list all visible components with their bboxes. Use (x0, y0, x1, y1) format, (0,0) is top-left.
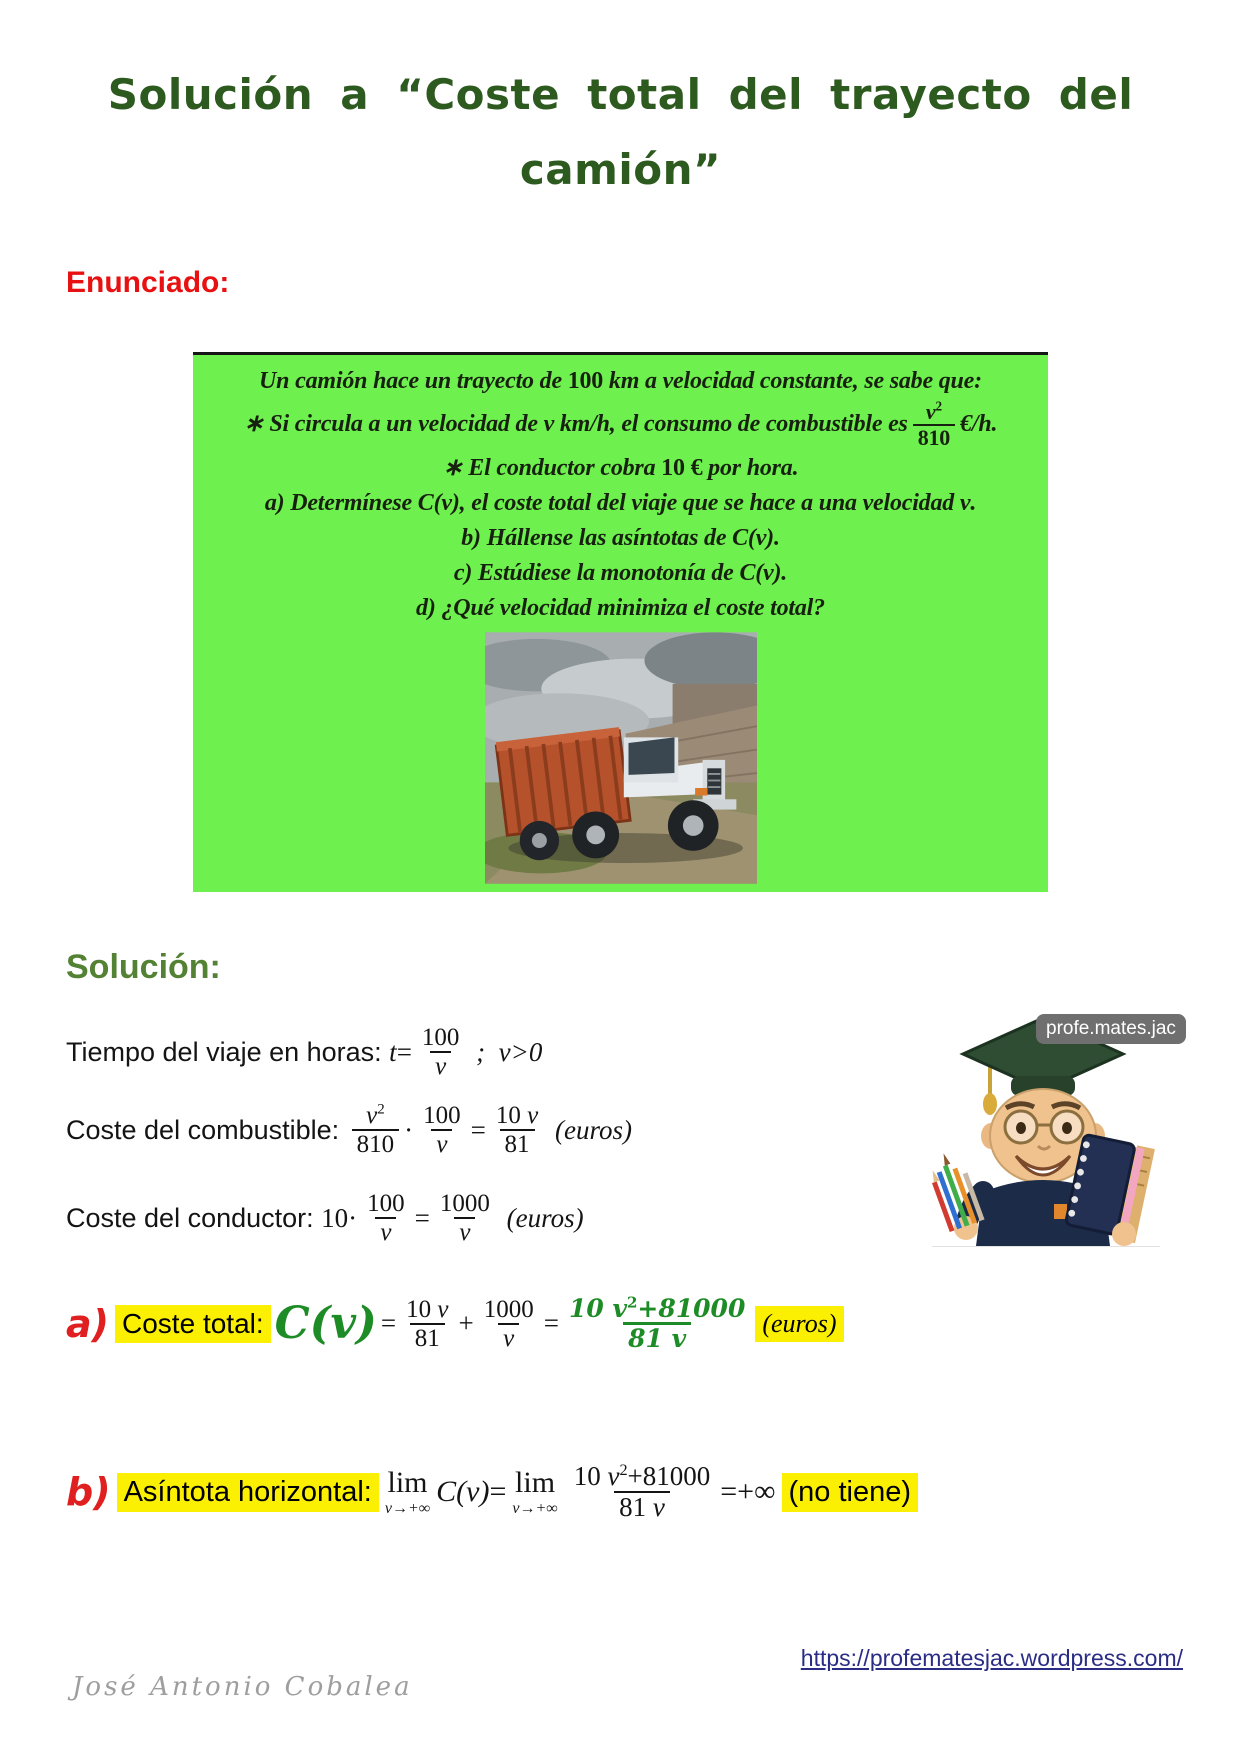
fraction-denominator: 810 (913, 424, 955, 450)
statement-text: . (781, 559, 788, 586)
avatar-watermark-label: profe.mates.jac (1036, 1014, 1186, 1044)
fraction-denominator: 81 (410, 1323, 445, 1352)
statement-text: ∗ Si circula a un velocidad de (243, 411, 544, 438)
fraction-numerator (491, 1102, 543, 1129)
coef-10: 10 (406, 1295, 438, 1323)
fraction-denominator: v (454, 1217, 475, 1246)
no-tiene-highlight: (no tiene) (782, 1473, 919, 1512)
coste-total-highlight: Coste total: (115, 1305, 271, 1343)
fraction-numerator: 100 (421, 1024, 460, 1051)
coef-81: 81 (628, 1324, 672, 1353)
formula-tiempo (66, 1024, 542, 1080)
statement-text: km/h, el consumo de combustible es (554, 411, 908, 438)
statement-text: c) Estúdiese la monotonía de (453, 559, 740, 586)
var-v: v (527, 1102, 539, 1129)
fraction-numerator (361, 1102, 390, 1129)
fraction-numerator (569, 1462, 716, 1491)
exponent-2: 2 (935, 398, 942, 414)
fraction-denominator (614, 1491, 670, 1522)
statement-line-4 (265, 487, 976, 520)
function-cv-green: C(v) (274, 1298, 377, 1349)
fraction-v2-810 (913, 400, 955, 450)
unit-euros-highlight: (euros) (755, 1306, 843, 1342)
statement-text: a) Determínese (264, 489, 418, 516)
statement-text: . (773, 524, 780, 551)
statement-bold-100: 100 (567, 368, 604, 394)
fraction-total-cost-green (564, 1295, 750, 1352)
lim-word: lim (387, 1465, 428, 1499)
solucion-heading: Solución: (66, 948, 221, 986)
dot-operator: · (404, 1114, 414, 1145)
fraction-v2-810 (352, 1102, 400, 1158)
conductor-label: Coste del conductor: (66, 1202, 322, 1233)
coef-81: 81 (619, 1492, 653, 1523)
formula-combustible (66, 1102, 632, 1158)
var-v: v (437, 1295, 449, 1323)
lim-subscript: v→+∞ (512, 1499, 558, 1517)
exponent-2: 2 (626, 1293, 638, 1312)
exponent-2: 2 (619, 1461, 628, 1479)
fraction-denominator: 810 (352, 1129, 400, 1158)
statement-line-7 (416, 592, 825, 625)
fraction-1000-v (435, 1190, 495, 1246)
fraction-100-v (418, 1102, 466, 1158)
fraction-numerator (921, 400, 947, 424)
equals: = (543, 1308, 559, 1338)
plus-operator: + (458, 1308, 474, 1338)
lim-word: lim (515, 1465, 556, 1499)
exponent-2: 2 (377, 1101, 385, 1118)
function-cv: C(v) (436, 1475, 490, 1509)
var-v: v (925, 399, 936, 425)
statement-var-v: v (959, 489, 971, 516)
unit-euros: (euros) (499, 1202, 584, 1233)
term-81000: +81000 (637, 1294, 746, 1323)
coef-10: 10 (495, 1102, 528, 1129)
fraction-denominator: 81 (500, 1129, 535, 1158)
fraction-denominator: v (498, 1323, 519, 1352)
statement-func-cv: C(v) (417, 489, 460, 516)
fraction-denominator (623, 1322, 691, 1352)
equals: = (489, 1475, 507, 1509)
statement-text: €/h. (960, 411, 998, 438)
problem-statement-box (193, 352, 1048, 892)
equals: = (396, 1036, 412, 1067)
equals: = (470, 1114, 486, 1145)
coef-10: 10 (573, 1461, 608, 1491)
fraction-10v-81 (491, 1102, 543, 1158)
asintota-highlight: Asíntota horizontal: (117, 1473, 379, 1512)
marker-b: b) (66, 1470, 111, 1515)
coef-10: 10 (321, 1202, 349, 1233)
dot-operator: · (348, 1202, 358, 1233)
tiempo-condition: ; v>0 (469, 1036, 543, 1067)
var-v: v (671, 1324, 687, 1353)
fraction-100-v (362, 1190, 410, 1246)
var-v: v (607, 1461, 620, 1491)
statement-line-1 (259, 365, 982, 398)
statement-text: d) ¿Qué velocidad minimiza el coste total? (416, 595, 825, 622)
page-title (0, 58, 1241, 208)
term-81000: +81000 (627, 1461, 711, 1491)
professor-avatar (928, 996, 1176, 1252)
var-v: v (652, 1492, 665, 1523)
fraction-10v-81 (401, 1296, 453, 1352)
equals: = (380, 1308, 397, 1338)
tiempo-label: Tiempo del viaje en horas: (66, 1036, 390, 1067)
result-part-b (66, 1462, 918, 1522)
fraction-denominator: v (375, 1217, 396, 1246)
var-v: v (366, 1102, 378, 1129)
var-v: v (612, 1294, 627, 1323)
equals: = (414, 1202, 430, 1233)
statement-text: . (970, 489, 977, 516)
fraction-numerator: 100 (423, 1102, 461, 1129)
statement-text: , el coste total del viaje que se hace a una velocidad (459, 489, 960, 516)
limit-1 (384, 1465, 431, 1517)
fraction-limit (569, 1462, 716, 1522)
avatar-divider-line (932, 1246, 1160, 1247)
result-part-a (66, 1295, 844, 1352)
statement-line-6 (454, 557, 787, 590)
lim-subscript: v→+∞ (384, 1499, 431, 1517)
statement-text: km a velocidad constante, se sabe que: (603, 368, 982, 394)
fraction-numerator: 100 (367, 1190, 405, 1217)
limit-2 (512, 1465, 558, 1517)
unit-euros: (euros) (548, 1114, 632, 1145)
website-link[interactable]: https://profematesjac.wordpress.com/ (800, 1645, 1183, 1671)
fraction-numerator (401, 1296, 453, 1323)
fraction-denominator: v (431, 1129, 452, 1158)
statement-func-cv: C(v) (732, 524, 774, 551)
fraction-1000-v (479, 1296, 539, 1352)
statement-text: b) Hállense las asíntotas de (461, 524, 733, 551)
page-title-line1: Solución a “Coste total del trayecto del (107, 70, 1134, 119)
result-infinity: =+∞ (720, 1475, 776, 1509)
statement-func-cv: C(v) (739, 559, 782, 586)
truck-photo (485, 632, 757, 884)
statement-text: por hora. (702, 454, 799, 481)
statement-text: ∗ El conductor cobra (442, 454, 662, 481)
statement-line-5 (461, 522, 780, 555)
combustible-label: Coste del combustible: (66, 1114, 347, 1145)
page-title-line2: camión” (519, 144, 722, 194)
coef-10: 10 (568, 1294, 613, 1323)
statement-line-3 (443, 452, 799, 485)
var-t: t (389, 1036, 397, 1067)
fraction-denominator: v (430, 1051, 451, 1080)
enunciado-heading: Enunciado: (66, 266, 230, 299)
statement-text: Un camión hace un trayecto de (259, 368, 568, 394)
fraction-numerator (564, 1295, 750, 1322)
statement-bold-10eur: 10 € (661, 454, 703, 481)
fraction-100-v (417, 1024, 465, 1080)
fraction-numerator: 1000 (439, 1190, 490, 1217)
marker-a: a) (66, 1301, 110, 1346)
formula-conductor (66, 1190, 584, 1246)
fraction-numerator: 1000 (483, 1295, 534, 1323)
author-signature: José Antonio Cobalea (72, 1672, 413, 1702)
statement-var-v: v (543, 411, 555, 438)
statement-line-2 (244, 400, 998, 450)
